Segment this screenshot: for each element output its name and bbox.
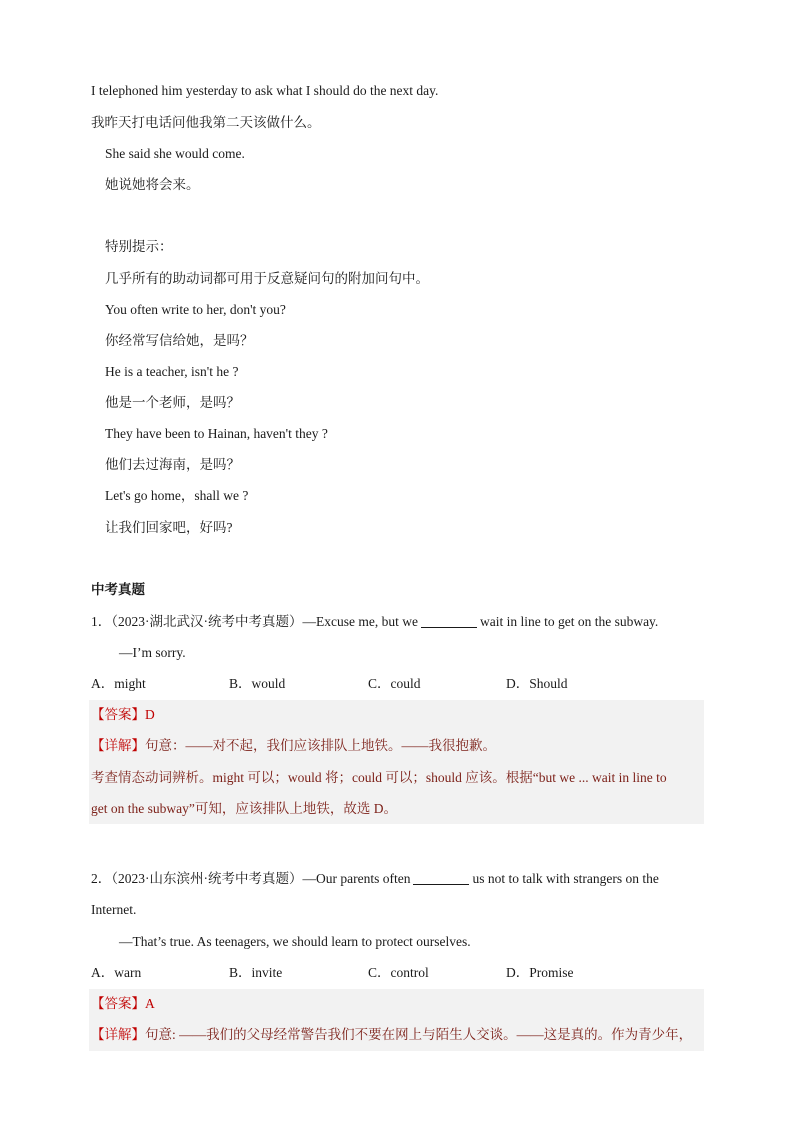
detail-text: 句意: ——我们的父母经常警告我们不要在网上与陌生人交谈。——这是真的。作为青少年， — [145, 1027, 693, 1042]
question-1-detail-line-3: get on the subway”可知，应该排队上地铁，故选 D。 — [91, 801, 397, 816]
tip-example-zh: 你经常写信给她，是吗？ — [105, 333, 254, 348]
intro-example-en-1: I telephoned him yesterday to ask what I should do the next day. — [91, 83, 439, 98]
detail-tag: 【详解】 — [91, 1027, 145, 1042]
tip-example-zh: 让我们回家吧，好吗? — [105, 520, 233, 535]
question-2-option-d: D．Promise — [506, 965, 574, 980]
tip-rule: 几乎所有的助动词都可用于反意疑问句的附加问句中。 — [105, 271, 429, 286]
tip-example-en: You often write to her, don't you? — [105, 302, 286, 317]
intro-example-zh-2: 她说她将会来。 — [105, 177, 200, 192]
answer-blank — [421, 613, 477, 628]
question-2-option-a: A．warn — [91, 965, 142, 980]
question-2-stem-suffix: us not to talk with strangers on the — [472, 871, 659, 886]
question-1-option-c: C．could — [368, 676, 421, 691]
answer-blank — [413, 870, 469, 885]
question-1-option-b: B．would — [229, 676, 286, 691]
tip-example-en: He is a teacher, isn't he ? — [105, 364, 239, 379]
tip-example-en: Let's go home，shall we ? — [105, 488, 249, 503]
intro-example-en-2: She said she would come. — [105, 146, 245, 161]
question-2-answer — [91, 994, 155, 1014]
tip-example-zh: 他们去过海南，是吗？ — [105, 457, 240, 472]
detail-text: 句意：——对不起，我们应该排队上地铁。——我很抱歉。 — [145, 738, 496, 753]
section-title: 中考真题 — [91, 582, 145, 597]
question-2-option-c: C．control — [368, 965, 429, 980]
question-2-stem — [91, 869, 659, 889]
question-1-reply: —I’m sorry. — [119, 645, 186, 660]
question-1-stem-prefix: 1．（2023·湖北武汉·统考中考真题）—Excuse me, but we — [91, 614, 418, 629]
question-2-option-b: B．invite — [229, 965, 283, 980]
question-1-detail — [91, 736, 496, 756]
tip-example-zh: 他是一个老师，是吗？ — [105, 395, 240, 410]
question-2-stem-line-2: Internet. — [91, 902, 137, 917]
question-2-stem-prefix: 2．（2023·山东滨州·统考中考真题）—Our parents often — [91, 871, 411, 886]
question-1-stem-suffix: wait in line to get on the subway. — [479, 614, 659, 629]
answer-tag: 【答案】 — [91, 996, 145, 1011]
question-1-answer — [91, 705, 155, 725]
answer-value: D — [145, 707, 155, 722]
question-1-option-d: D．Should — [506, 676, 568, 691]
answer-value: A — [145, 996, 155, 1011]
intro-example-zh-1: 我昨天打电话问他我第二天该做什么。 — [91, 115, 321, 130]
question-1-detail-line-2: 考查情态动词辨析。might 可以；would 将；could 可以；should 应该。根据“but we ... wait in line to — [91, 770, 667, 785]
answer-tag: 【答案】 — [91, 707, 145, 722]
tip-heading: 特别提示： — [105, 239, 173, 254]
tip-example-en: They have been to Hainan, haven't they ? — [105, 426, 328, 441]
question-2-detail — [91, 1025, 692, 1045]
question-1-stem — [91, 612, 658, 632]
question-1-option-a: A．might — [91, 676, 146, 691]
detail-tag: 【详解】 — [91, 738, 145, 753]
question-2-reply: —That’s true. As teenagers, we should learn to protect ourselves. — [119, 934, 471, 949]
